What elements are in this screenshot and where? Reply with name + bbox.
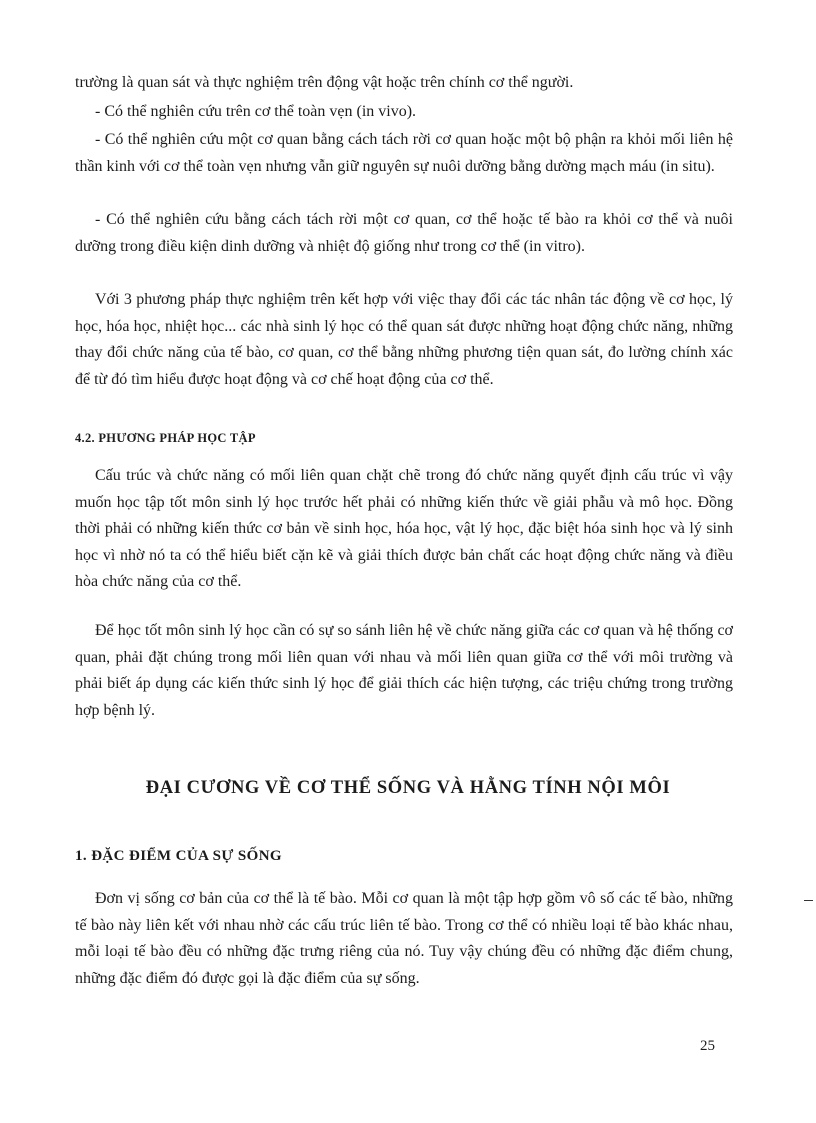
paragraph-study-advice: Để học tốt môn sinh lý học cần có sự so sánh liên hệ về chức năng giữa các cơ quan và hệ thống cơ quan, phải đặt chúng trong mối liên quan với nhau và mối liên quan giữa cơ thể với môi trường và phải biết áp dụng các kiến thức sinh lý học để giải thích các hiện tượng, các triệu chứng trong trường hợp bệnh lý. [75,622,733,719]
paragraph-characteristics-of-life: Đơn vị sống cơ bản của cơ thể là tế bào. Mỗi cơ quan là một tập hợp gồm vô số các tế bào, những tế bào này liên kết với nhau nhờ các cấu trúc liên tế bào. Trong cơ thể có nhiều loại tế bào khác nhau, mỗi loại tế bào đều có những đặc trưng riêng của nó. Tuy vậy chúng đều có những đặc điểm chung, những đặc điểm đó được gọi là đặc điểm của sự sống. [75,890,733,987]
paragraph-structure-function: Cấu trúc và chức năng có mối liên quan chặt chẽ trong đó chức năng quyết định cấu trúc vì vậy muốn học tập tốt môn sinh lý học trước hết phải có những kiến thức về giải phẫu và mô học. Đồng thời phải có những kiến thức cơ bản về sinh học, hóa học, vật lý học, đặc biệt hóa sinh học và lý sinh học vì nhờ nó ta có thể hiểu biết cặn kẽ và giải thích được bản chất các hoạt động chức năng và điều hòa chức năng của cơ thể. [75,467,733,590]
paragraph-experimental-methods: Với 3 phương pháp thực nghiệm trên kết hợp với việc thay đổi các tác nhân tác động về cơ học, lý học, hóa học, nhiệt học... các nhà sinh lý học có thể quan sát được những hoạt động chức năng, những thay đổi chức năng của tế bào, cơ quan, cơ thể bằng những phương tiện quan sát, đo lường chính xác để từ đó tìm hiểu được hoạt động và cơ chế hoạt động của cơ thể. [75,291,733,388]
margin-mark [804,900,813,901]
section-heading-4-2: 4.2. PHƯƠNG PHÁP HỌC TẬP [75,431,256,445]
paragraph-in-vitro: - Có thể nghiên cứu bằng cách tách rời một cơ quan, cơ thể hoặc tế bào ra khỏi cơ thể và nuôi dưỡng trong điều kiện dinh dưỡng và nhiệt độ giống như trong cơ thể (in vitro). [75,211,733,255]
paragraph-intro-continuation: trường là quan sát và thực nghiệm trên động vật hoặc trên chính cơ thể người. [75,74,574,91]
paragraph-in-situ: - Có thể nghiên cứu một cơ quan bằng cách tách rời cơ quan hoặc một bộ phận ra khỏi mối liên hệ thần kinh với cơ thể toàn vẹn nhưng vẫn giữ nguyên sự nuôi dưỡng bằng dường mạch máu (in situ). [75,131,733,175]
page-number: 25 [700,1038,715,1054]
chapter-title: ĐẠI CƯƠNG VỀ CƠ THỂ SỐNG VÀ HẰNG TÍNH NỘI MÔI [145,778,671,798]
paragraph-in-vivo: - Có thể nghiên cứu trên cơ thể toàn vẹn (in vivo). [95,103,417,120]
section-heading-1: 1. ĐẶC ĐIỂM CỦA SỰ SỐNG [75,848,282,864]
